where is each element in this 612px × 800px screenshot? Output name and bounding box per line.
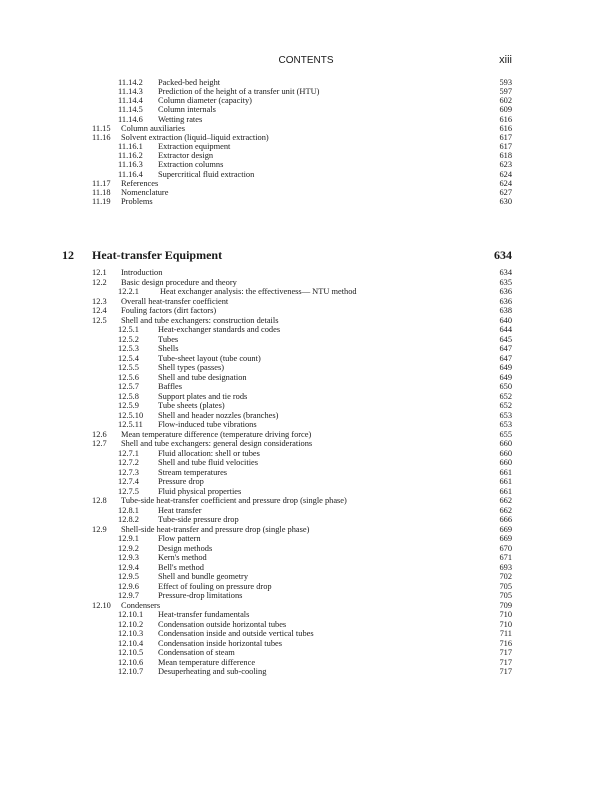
entry-title: Shell and bundle geometry	[158, 572, 249, 581]
entry-page: 666	[499, 515, 512, 524]
entry-title: Condensation inside horizontal tubes	[158, 638, 282, 648]
toc-entry	[0, 572, 612, 582]
entry-number: 12.5.8	[118, 391, 139, 401]
entry-page: 627	[499, 187, 512, 197]
toc-entry	[0, 563, 612, 573]
entry-number: 11.16.1	[118, 142, 143, 152]
page-header	[0, 54, 612, 68]
entry-number: 12.3	[92, 296, 107, 306]
entry-number: 12.7.5	[118, 486, 139, 496]
toc-entry	[0, 496, 612, 506]
running-head: CONTENTS	[278, 55, 334, 66]
entry-page: 624	[499, 178, 512, 188]
entry-title: Fouling factors (dirt factors)	[121, 306, 217, 315]
toc-entry	[0, 458, 612, 468]
entry-page: 618	[499, 151, 512, 161]
entry-title: Nomenclature	[121, 187, 169, 197]
toc-entry	[0, 420, 612, 430]
entry-title: Heat-transfer fundamentals	[158, 610, 250, 619]
entry-page: 717	[499, 648, 512, 657]
entry-number: 11.17	[92, 178, 111, 188]
entry-page: 652	[499, 391, 512, 401]
toc-entry	[0, 610, 612, 620]
entry-number: 12.5.6	[118, 372, 139, 382]
entry-page: 634	[499, 268, 512, 277]
toc-entry	[0, 477, 612, 487]
entry-title: Extraction columns	[158, 160, 224, 170]
entry-number: 12.10	[92, 600, 111, 610]
toc-entry	[0, 487, 612, 497]
entry-number: 11.16	[92, 132, 111, 142]
entry-number: 12.7	[92, 439, 107, 448]
entry-page: 710	[499, 610, 512, 619]
toc-entry	[0, 553, 612, 563]
entry-number: 11.14.6	[118, 114, 143, 124]
entry-number: 11.14.4	[118, 96, 143, 106]
entry-title: References	[121, 178, 159, 188]
entry-title: Overall heat-transfer coefficient	[121, 296, 229, 306]
entry-page: 661	[499, 486, 512, 496]
toc-entry	[0, 344, 612, 354]
entry-number: 12.7.4	[118, 477, 139, 486]
entry-number: 12.10.3	[118, 629, 144, 638]
toc-entry	[0, 515, 612, 525]
toc-entry	[0, 591, 612, 601]
toc-entry	[0, 629, 612, 639]
entry-page: 653	[499, 410, 512, 420]
entry-title: Design methods	[158, 543, 213, 553]
toc-entry	[0, 287, 612, 297]
entry-page: 661	[499, 467, 512, 477]
toc-entry	[0, 354, 612, 364]
toc-entry	[0, 335, 612, 345]
entry-title: Tube-side heat-transfer coefficient and pressure drop (single phase)	[121, 496, 347, 505]
entry-number: 12.9.5	[118, 572, 139, 581]
entry-title: Pressure-drop limitations	[158, 591, 243, 600]
entry-title: Column internals	[158, 105, 216, 115]
entry-page: 710	[499, 619, 512, 629]
toc-entry	[0, 382, 612, 392]
entry-number: 11.15	[92, 123, 111, 133]
entry-number: 12.8.1	[118, 505, 139, 515]
chapter-number: 12	[62, 248, 74, 262]
chapter-page: 634	[494, 248, 512, 262]
entry-number: 12.7.3	[118, 467, 139, 477]
entry-number: 12.10.5	[118, 648, 144, 657]
toc-entry	[0, 316, 612, 326]
entry-page: 702	[499, 572, 512, 581]
toc-entry	[0, 430, 612, 440]
entry-number: 12.5.5	[118, 363, 139, 372]
entry-title: Introduction	[121, 268, 163, 277]
entry-title: Mean temperature difference	[158, 657, 256, 667]
toc-entry	[0, 582, 612, 592]
chapter-heading	[0, 248, 612, 262]
entry-page: 717	[499, 657, 512, 667]
entry-title: Flow-induced tube vibrations	[158, 420, 257, 429]
entry-title: Support plates and tie rods	[158, 391, 248, 401]
entry-title: Wetting rates	[158, 114, 203, 124]
entry-number: 12.1	[92, 268, 107, 277]
entry-title: Shell and tube exchangers: construction details	[121, 315, 279, 325]
entry-number: 12.5.3	[118, 344, 139, 353]
entry-page: 647	[499, 353, 512, 363]
entry-number: 12.10.6	[118, 657, 144, 667]
entry-number: 12.6	[92, 429, 107, 439]
toc-entry	[0, 325, 612, 335]
entry-number: 12.5	[92, 315, 107, 325]
toc-entry	[0, 411, 612, 421]
entry-number: 12.7.1	[118, 448, 139, 458]
entry-page: 617	[499, 132, 512, 142]
entry-title: Kern's method	[158, 553, 207, 562]
entry-number: 11.14.3	[118, 87, 143, 97]
entry-title: Extractor design	[158, 151, 214, 161]
entry-page: 693	[499, 562, 512, 572]
entry-page: 662	[499, 496, 512, 505]
entry-page: 616	[499, 123, 512, 133]
entry-page: 636	[499, 287, 512, 296]
entry-number: 12.9.3	[118, 553, 139, 562]
entry-title: Shell types (passes)	[158, 363, 225, 372]
entry-page: 661	[499, 477, 512, 486]
page-number: xiii	[499, 54, 512, 66]
entry-page: 630	[499, 196, 512, 206]
toc-entry	[0, 268, 612, 278]
entry-page: 597	[499, 87, 512, 97]
entry-number: 12.5.2	[118, 334, 139, 344]
entry-number: 12.10.1	[118, 610, 144, 619]
entry-page: 623	[499, 160, 512, 170]
toc-entry	[0, 506, 612, 516]
toc-entry	[0, 306, 612, 316]
toc-entry	[0, 639, 612, 649]
entry-page: 670	[499, 543, 512, 553]
entry-title: Basic design procedure and theory	[121, 277, 237, 287]
entry-title: Prediction of the height of a transfer unit (HTU)	[158, 87, 320, 97]
entry-number: 12.10.7	[118, 667, 144, 676]
toc-entry	[0, 534, 612, 544]
entry-page: 644	[499, 325, 512, 334]
entry-title: Desuperheating and sub-cooling	[158, 667, 267, 676]
entry-page: 645	[499, 334, 512, 344]
toc-entry	[0, 525, 612, 535]
toc-entry	[0, 297, 612, 307]
entry-number: 12.7.2	[118, 458, 139, 467]
toc-entry	[0, 544, 612, 554]
entry-number: 12.4	[92, 306, 107, 315]
entry-number: 12.9.2	[118, 543, 139, 553]
toc-entry	[0, 658, 612, 668]
entry-page: 660	[499, 458, 512, 467]
entry-title: Shell and tube fluid velocities	[158, 458, 259, 467]
toc-entry	[0, 197, 612, 207]
entry-title: Column auxiliaries	[121, 123, 185, 133]
entry-page: 653	[499, 420, 512, 429]
entry-page: 662	[499, 505, 512, 515]
entry-title: Condensers	[121, 600, 161, 610]
entry-page: 593	[499, 78, 512, 87]
entry-page: 649	[499, 363, 512, 372]
entry-title: Bell's method	[158, 562, 204, 572]
entry-title: Shell-side heat-transfer and pressure drop (single phase)	[121, 524, 310, 534]
entry-number: 12.2.1	[118, 287, 139, 296]
entry-page: 636	[499, 296, 512, 306]
entry-page: 705	[499, 591, 512, 600]
entry-number: 12.2	[92, 277, 107, 287]
entry-page: 617	[499, 142, 512, 152]
entry-number: 12.5.9	[118, 401, 139, 410]
entry-title: Shell and tube exchangers: general design considerations	[121, 439, 313, 448]
entry-title: Fluid allocation: shell or tubes	[158, 448, 260, 458]
entry-title: Tubes	[158, 334, 179, 344]
entry-title: Flow pattern	[158, 534, 201, 543]
entry-page: 717	[499, 667, 512, 676]
toc-entry	[0, 449, 612, 459]
entry-title: Condensation of steam	[158, 648, 235, 657]
entry-page: 602	[499, 96, 512, 106]
entry-page: 669	[499, 534, 512, 543]
toc-entry	[0, 392, 612, 402]
entry-page: 649	[499, 372, 512, 382]
entry-page: 711	[499, 629, 512, 638]
entry-title: Problems	[121, 196, 153, 206]
entry-page: 624	[499, 169, 512, 179]
chapter-title: Heat-transfer Equipment	[92, 248, 223, 262]
entry-page: 705	[499, 581, 512, 591]
entry-number: 12.9.4	[118, 562, 139, 572]
entry-number: 12.9.6	[118, 581, 139, 591]
entry-number: 12.8	[92, 496, 107, 505]
entry-page: 716	[499, 638, 512, 648]
entry-number: 12.10.2	[118, 619, 144, 629]
entry-title: Baffles	[158, 382, 183, 391]
toc-entry	[0, 278, 612, 288]
entry-number: 11.16.4	[118, 169, 143, 179]
entry-page: 640	[499, 315, 512, 325]
entry-title: Shell and header nozzles (branches)	[158, 410, 279, 420]
entry-page: 616	[499, 114, 512, 124]
entry-title: Heat-exchanger standards and codes	[158, 325, 281, 334]
entry-page: 609	[499, 105, 512, 115]
entry-page: 638	[499, 306, 512, 315]
toc-entry	[0, 620, 612, 630]
entry-title: Solvent extraction (liquid–liquid extraction)	[121, 132, 269, 142]
entry-page: 669	[499, 524, 512, 534]
toc-entry	[0, 601, 612, 611]
entry-number: 11.19	[92, 196, 111, 206]
entry-title: Shell and tube designation	[158, 372, 247, 382]
entry-number: 12.9.7	[118, 591, 139, 600]
entry-title: Tube-side pressure drop	[158, 515, 239, 524]
entry-title: Extraction equipment	[158, 142, 231, 152]
entry-page: 660	[499, 448, 512, 458]
entry-number: 12.8.2	[118, 515, 139, 524]
entry-number: 12.5.10	[118, 410, 144, 420]
entry-title: Supercritical fluid extraction	[158, 169, 255, 179]
entry-number: 11.14.2	[118, 78, 143, 87]
entry-number: 11.16.3	[118, 160, 143, 170]
entry-page: 647	[499, 344, 512, 353]
toc-entry	[0, 439, 612, 449]
entry-page: 650	[499, 382, 512, 391]
entry-title: Condensation inside and outside vertical tubes	[158, 629, 314, 638]
entry-title: Heat transfer	[158, 505, 202, 515]
entry-title: Shells	[158, 344, 179, 353]
entry-page: 635	[499, 277, 512, 287]
entry-number: 11.16.2	[118, 151, 143, 161]
toc-entry	[0, 401, 612, 411]
entry-title: Tube-sheet layout (tube count)	[158, 353, 261, 363]
entry-number: 12.5.7	[118, 382, 139, 391]
entry-page: 709	[499, 600, 512, 610]
entry-title: Heat exchanger analysis: the effectiveness— NTU method	[160, 287, 357, 296]
entry-number: 12.5.1	[118, 325, 139, 334]
entry-page: 655	[499, 429, 512, 439]
entry-page: 652	[499, 401, 512, 410]
entry-title: Condensation outside horizontal tubes	[158, 619, 287, 629]
entry-number: 12.5.4	[118, 353, 139, 363]
entry-number: 11.18	[92, 187, 111, 197]
entry-title: Fluid physical properties	[158, 486, 242, 496]
toc-entry	[0, 468, 612, 478]
entry-number: 11.14.5	[118, 105, 143, 115]
toc-entry	[0, 373, 612, 383]
entry-number: 12.9	[92, 524, 107, 534]
entry-title: Mean temperature difference (temperature driving force)	[121, 429, 312, 439]
entry-page: 671	[499, 553, 512, 562]
entry-title: Pressure drop	[158, 477, 204, 486]
entry-title: Packed-bed height	[158, 78, 221, 87]
toc-entry	[0, 648, 612, 658]
entry-number: 12.9.1	[118, 534, 139, 543]
entry-number: 12.5.11	[118, 420, 143, 429]
entry-title: Effect of fouling on pressure drop	[158, 581, 272, 591]
entry-page: 660	[499, 439, 512, 448]
toc-entry	[0, 667, 612, 677]
entry-number: 12.10.4	[118, 638, 144, 648]
entry-title: Tube sheets (plates)	[158, 401, 225, 410]
entry-title: Stream temperatures	[158, 467, 228, 477]
toc-entry	[0, 363, 612, 373]
entry-title: Column diameter (capacity)	[158, 96, 252, 106]
